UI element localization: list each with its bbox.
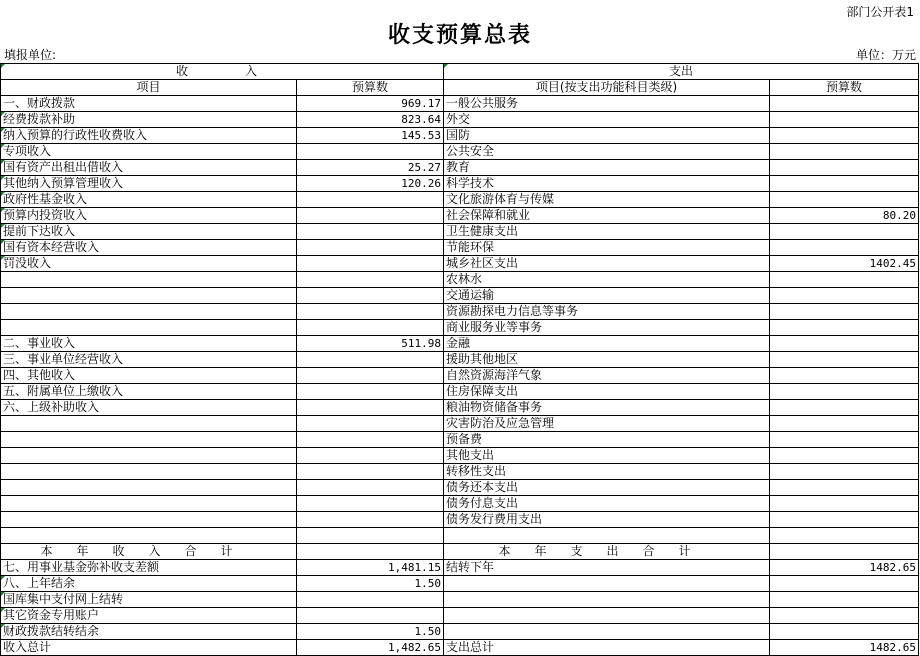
income-budget-cell (297, 592, 444, 608)
income-budget-cell (297, 288, 444, 304)
income-budget-cell: 1.50 (297, 576, 444, 592)
expense-budget-cell: 1402.45 (770, 256, 919, 272)
expense-budget-cell (770, 272, 919, 288)
table-row (1, 624, 919, 640)
income-item-cell: 二、事业收入 (1, 336, 297, 352)
expense-item-cell: 公共安全 (444, 144, 770, 160)
table-row (1, 592, 919, 608)
income-item-cell: 国有资本经营收入 (1, 240, 297, 256)
expense-budget-cell (770, 368, 919, 384)
table-row (1, 576, 919, 592)
income-item-cell (1, 464, 297, 480)
income-budget-cell: 120.26 (297, 176, 444, 192)
income-item-cell: 其他纳入预算管理收入 (1, 176, 297, 192)
income-budget-cell (297, 480, 444, 496)
expense-budget-cell (770, 144, 919, 160)
income-item-cell (1, 304, 297, 320)
section-header-row (1, 64, 919, 80)
expense-item-cell: 支出总计 (444, 640, 770, 656)
expense-item-cell: 国防 (444, 128, 770, 144)
income-budget-cell (297, 192, 444, 208)
expense-item-cell: 卫生健康支出 (444, 224, 770, 240)
income-item-cell (1, 288, 297, 304)
table-row (1, 400, 919, 416)
income-budget-cell: 145.53 (297, 128, 444, 144)
table-row (1, 208, 919, 224)
table-row (1, 368, 919, 384)
expense-budget-cell (770, 320, 919, 336)
expense-item-cell: 教育 (444, 160, 770, 176)
expense-budget-cell (770, 592, 919, 608)
income-item-cell: 四、其他收入 (1, 368, 297, 384)
expense-budget-cell (770, 624, 919, 640)
expense-item-cell (444, 608, 770, 624)
income-budget-cell (297, 256, 444, 272)
expense-item-cell: 文化旅游体育与传媒 (444, 192, 770, 208)
budget-table (0, 63, 919, 656)
income-budget-cell (297, 432, 444, 448)
expense-budget-cell (770, 544, 919, 560)
income-budget-cell (297, 208, 444, 224)
income-item-cell: 收入总计 (1, 640, 297, 656)
expense-budget-cell (770, 576, 919, 592)
income-budget-cell (297, 384, 444, 400)
income-item-cell (1, 480, 297, 496)
expense-item-cell: 资源勘探电力信息等事务 (444, 304, 770, 320)
income-budget-cell (297, 448, 444, 464)
expense-item-cell: 其他支出 (444, 448, 770, 464)
income-budget-cell: 1,482.65 (297, 640, 444, 656)
expense-item-cell: 结转下年 (444, 560, 770, 576)
income-budget-header: 预算数 (297, 80, 444, 96)
expense-budget-cell: 1482.65 (770, 640, 919, 656)
table-row (1, 96, 919, 112)
table-row (1, 128, 919, 144)
expense-budget-cell (770, 176, 919, 192)
income-budget-cell (297, 416, 444, 432)
income-item-cell: 纳入预算的行政性收费收入 (1, 128, 297, 144)
expense-budget-cell (770, 224, 919, 240)
income-item-cell: 经费拨款补助 (1, 112, 297, 128)
table-row (1, 496, 919, 512)
table-row (1, 144, 919, 160)
column-header-row (1, 80, 919, 96)
table-row (1, 512, 919, 528)
income-item-cell (1, 272, 297, 288)
table-row (1, 448, 919, 464)
income-budget-cell (297, 400, 444, 416)
income-item-cell: 五、附属单位上缴收入 (1, 384, 297, 400)
income-item-cell: 罚没收入 (1, 256, 297, 272)
income-budget-cell: 969.17 (297, 96, 444, 112)
expense-item-cell: 自然资源海洋气象 (444, 368, 770, 384)
income-budget-cell (297, 224, 444, 240)
income-budget-cell: 823.64 (297, 112, 444, 128)
currency-unit-label: 单位：万元 (855, 48, 916, 62)
expense-item-cell: 灾害防治及应急管理 (444, 416, 770, 432)
income-item-cell: 三、事业单位经营收入 (1, 352, 297, 368)
income-item-cell: 其它资金专用账户 (1, 608, 297, 624)
income-item-cell: 国库集中支付网上结转 (1, 592, 297, 608)
income-budget-cell (297, 544, 444, 560)
table-row (1, 352, 919, 368)
expense-item-cell: 预备费 (444, 432, 770, 448)
document-code: 部门公开表1 (846, 5, 914, 19)
income-item-cell: 七、用事业基金弥补收支差额 (1, 560, 297, 576)
income-item-cell: 一、财政拨款 (1, 96, 297, 112)
expense-budget-cell (770, 160, 919, 176)
income-item-cell: 财政拨款结转结余 (1, 624, 297, 640)
table-row (1, 272, 919, 288)
expense-budget-cell (770, 304, 919, 320)
expense-item-cell: 债务付息支出 (444, 496, 770, 512)
table-row (1, 160, 919, 176)
income-item-cell (1, 320, 297, 336)
filler-unit-label: 填报单位: (4, 48, 57, 62)
expense-item-cell: 社会保障和就业 (444, 208, 770, 224)
income-item-cell (1, 496, 297, 512)
expense-item-cell: 节能环保 (444, 240, 770, 256)
table-row (1, 416, 919, 432)
income-budget-cell (297, 272, 444, 288)
income-budget-cell: 511.98 (297, 336, 444, 352)
income-item-cell (1, 528, 297, 544)
expense-budget-cell: 1482.65 (770, 560, 919, 576)
expense-budget-cell (770, 432, 919, 448)
expense-section-header: 支出 (444, 64, 919, 80)
expense-item-cell: 城乡社区支出 (444, 256, 770, 272)
expense-item-cell: 科学技术 (444, 176, 770, 192)
income-budget-cell (297, 512, 444, 528)
income-item-cell: 政府性基金收入 (1, 192, 297, 208)
table-row (1, 384, 919, 400)
income-item-cell (1, 432, 297, 448)
income-item-cell: 六、上级补助收入 (1, 400, 297, 416)
expense-item-cell: 转移性支出 (444, 464, 770, 480)
income-budget-cell (297, 320, 444, 336)
income-item-cell: 预算内投资收入 (1, 208, 297, 224)
income-item-cell (1, 416, 297, 432)
expense-item-cell: 援助其他地区 (444, 352, 770, 368)
table-row (1, 544, 919, 560)
income-budget-cell: 1.50 (297, 624, 444, 640)
expense-item-cell: 住房保障支出 (444, 384, 770, 400)
income-budget-cell: 25.27 (297, 160, 444, 176)
expense-budget-cell (770, 528, 919, 544)
income-budget-cell (297, 368, 444, 384)
income-item-cell: 八、上年结余 (1, 576, 297, 592)
expense-item-cell: 交通运输 (444, 288, 770, 304)
table-row (1, 112, 919, 128)
income-item-cell (1, 512, 297, 528)
income-item-cell: 本年收入合计 (1, 544, 297, 560)
expense-item-cell (444, 592, 770, 608)
income-budget-cell (297, 496, 444, 512)
table-row (1, 304, 919, 320)
table-row (1, 464, 919, 480)
expense-budget-cell (770, 128, 919, 144)
expense-item-cell (444, 528, 770, 544)
table-row (1, 608, 919, 624)
expense-budget-cell (770, 384, 919, 400)
expense-budget-cell (770, 96, 919, 112)
expense-budget-cell (770, 464, 919, 480)
expense-item-cell: 金融 (444, 336, 770, 352)
expense-item-cell: 一般公共服务 (444, 96, 770, 112)
income-budget-cell (297, 240, 444, 256)
table-row (1, 336, 919, 352)
expense-budget-cell (770, 336, 919, 352)
income-budget-cell (297, 352, 444, 368)
expense-budget-cell (770, 288, 919, 304)
income-item-cell: 国有资产出租出借收入 (1, 160, 297, 176)
table-row (1, 432, 919, 448)
income-item-header: 项目 (1, 80, 297, 96)
page-title: 收支预算总表 (387, 22, 532, 48)
expense-item-cell: 农林水 (444, 272, 770, 288)
income-budget-cell (297, 304, 444, 320)
expense-budget-cell (770, 512, 919, 528)
income-budget-cell: 1,481.15 (297, 560, 444, 576)
expense-budget-cell (770, 112, 919, 128)
income-section-header: 收 入 (1, 64, 444, 80)
expense-item-cell (444, 576, 770, 592)
expense-item-cell: 商业服务业等事务 (444, 320, 770, 336)
expense-item-cell: 债务还本支出 (444, 480, 770, 496)
table-row (1, 192, 919, 208)
table-row (1, 320, 919, 336)
expense-budget-cell (770, 448, 919, 464)
expense-budget-cell (770, 608, 919, 624)
table-row (1, 224, 919, 240)
expense-budget-cell (770, 192, 919, 208)
expense-budget-header: 预算数 (770, 80, 919, 96)
table-row (1, 640, 919, 656)
expense-budget-cell (770, 240, 919, 256)
table-row (1, 288, 919, 304)
income-budget-cell (297, 528, 444, 544)
expense-item-cell: 本年支出合计 (444, 544, 770, 560)
income-item-cell: 提前下达收入 (1, 224, 297, 240)
income-item-cell: 专项收入 (1, 144, 297, 160)
table-row (1, 480, 919, 496)
table-row (1, 256, 919, 272)
table-row (1, 176, 919, 192)
expense-item-header: 项目(按支出功能科目类级) (444, 80, 770, 96)
expense-budget-cell: 80.20 (770, 208, 919, 224)
income-budget-cell (297, 144, 444, 160)
expense-item-cell (444, 624, 770, 640)
income-budget-cell (297, 464, 444, 480)
table-row (1, 240, 919, 256)
expense-item-cell: 粮油物资储备事务 (444, 400, 770, 416)
expense-budget-cell (770, 480, 919, 496)
table-row (1, 528, 919, 544)
expense-budget-cell (770, 496, 919, 512)
income-budget-cell (297, 608, 444, 624)
expense-budget-cell (770, 400, 919, 416)
table-row (1, 560, 919, 576)
expense-budget-cell (770, 416, 919, 432)
income-item-cell (1, 448, 297, 464)
expense-item-cell: 债务发行费用支出 (444, 512, 770, 528)
expense-budget-cell (770, 352, 919, 368)
expense-item-cell: 外交 (444, 112, 770, 128)
